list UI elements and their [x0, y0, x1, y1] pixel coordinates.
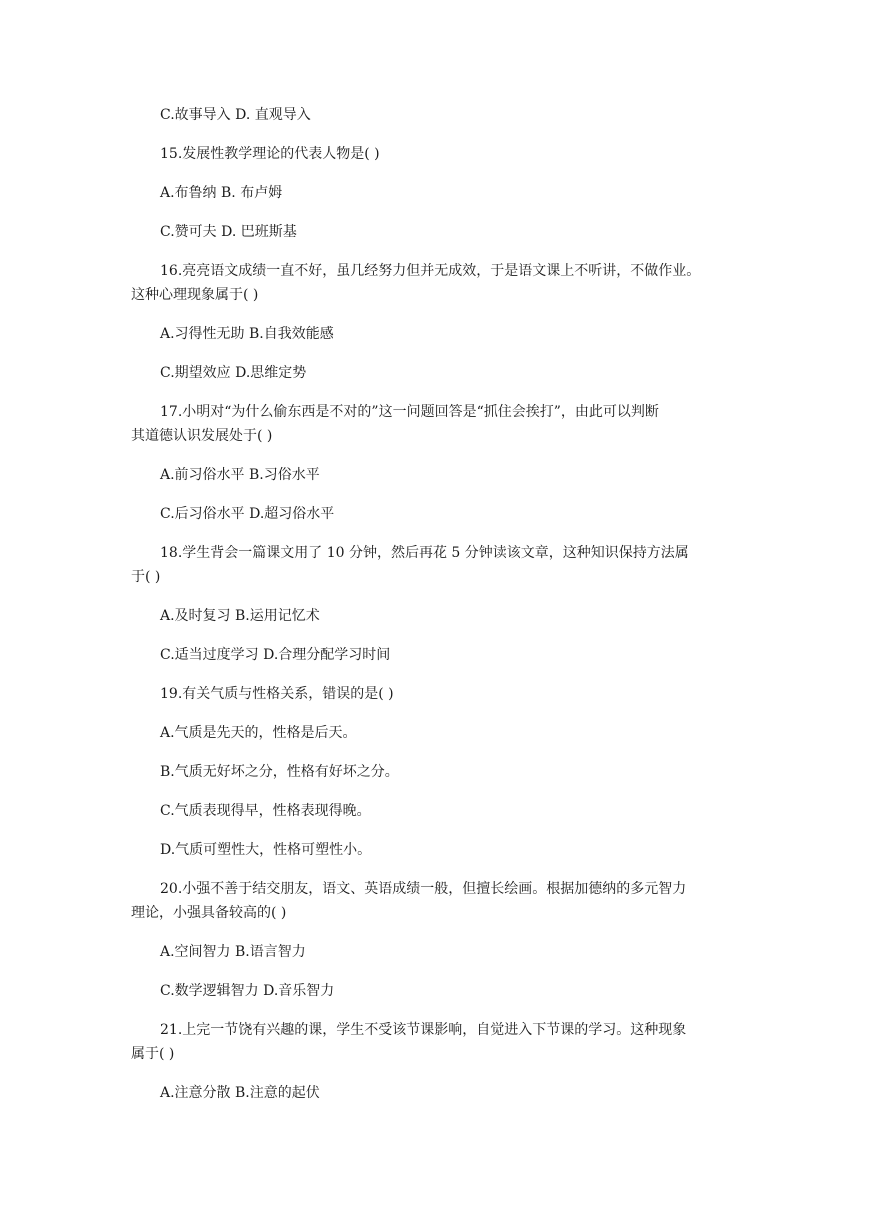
answer-option-line [131, 361, 741, 385]
answer-option-line [131, 181, 741, 205]
question-text-line: 理论，小强具备较高的( ) [131, 905, 287, 921]
option-text: A.空间智力 B.语言智力 [160, 944, 306, 960]
question-stem [131, 142, 741, 166]
question-text-line: 18.学生背会一篇课文用了 10 分钟，然后再花 5 分钟读该文章，这种知识保持方法属 [160, 545, 689, 561]
exam-questions [131, 103, 741, 1120]
option-text: C.故事导入 D. 直观导入 [160, 107, 311, 123]
answer-option-line [131, 103, 741, 127]
answer-option-line [131, 760, 741, 784]
answer-option-line [131, 799, 741, 823]
option-text: A.习得性无助 B.自我效能感 [160, 326, 334, 342]
question-stem [131, 682, 741, 706]
option-text: C.赞可夫 D. 巴班斯基 [160, 224, 297, 240]
option-text: A.气质是先天的，性格是后天。 [160, 725, 357, 741]
answer-option-line [131, 322, 741, 346]
question-stem [131, 877, 741, 925]
answer-option-line [131, 940, 741, 964]
answer-option-line [131, 502, 741, 526]
answer-option-line [131, 838, 741, 862]
answer-option-line [131, 721, 741, 745]
option-text: C.后习俗水平 D.超习俗水平 [160, 506, 335, 522]
question-text-line: 这种心理现象属于( ) [131, 287, 259, 303]
question-text-line: 其道德认识发展处于( ) [131, 428, 273, 444]
option-text: C.气质表现得早，性格表现得晚。 [160, 803, 371, 819]
option-text: A.布鲁纳 B. 布卢姆 [160, 185, 283, 201]
option-text: B.气质无好坏之分，性格有好坏之分。 [160, 764, 399, 780]
option-text: A.及时复习 B.运用记忆术 [160, 608, 320, 624]
question-text-line: 于( ) [131, 569, 161, 585]
option-text: C.数学逻辑智力 D.音乐智力 [160, 983, 335, 999]
question-text-line: 15.发展性教学理论的代表人物是( ) [160, 146, 380, 162]
question-text-line: 20.小强不善于结交朋友，语文、英语成绩一般，但擅长绘画。根据加德纳的多元智力 [160, 881, 687, 897]
option-text: A.注意分散 B.注意的起伏 [160, 1085, 320, 1101]
answer-option-line [131, 463, 741, 487]
answer-option-line [131, 1081, 741, 1105]
question-text-line: 21.上完一节饶有兴趣的课，学生不受该节课影响，自觉进入下节课的学习。这种现象 [160, 1022, 687, 1038]
question-text-line: 16.亮亮语文成绩一直不好，虽几经努力但并无成效，于是语文课上不听讲，不做作业。 [160, 263, 701, 279]
question-text-line: 属于( ) [131, 1046, 175, 1062]
question-stem [131, 259, 741, 307]
question-stem [131, 1018, 741, 1066]
option-text: C.适当过度学习 D.合理分配学习时间 [160, 647, 391, 663]
question-stem [131, 541, 741, 589]
answer-option-line [131, 643, 741, 667]
answer-option-line [131, 604, 741, 628]
answer-option-line [131, 979, 741, 1003]
question-stem [131, 400, 741, 448]
answer-option-line [131, 220, 741, 244]
option-text: D.气质可塑性大，性格可塑性小。 [160, 842, 372, 858]
option-text: A.前习俗水平 B.习俗水平 [160, 467, 320, 483]
option-text: C.期望效应 D.思维定势 [160, 365, 307, 381]
question-text-line: 19.有关气质与性格关系，错误的是( ) [160, 686, 394, 702]
question-text-line: 17.小明对“为什么偷东西是不对的”这一问题回答是“抓住会挨打”，由此可以判断 [160, 404, 659, 420]
